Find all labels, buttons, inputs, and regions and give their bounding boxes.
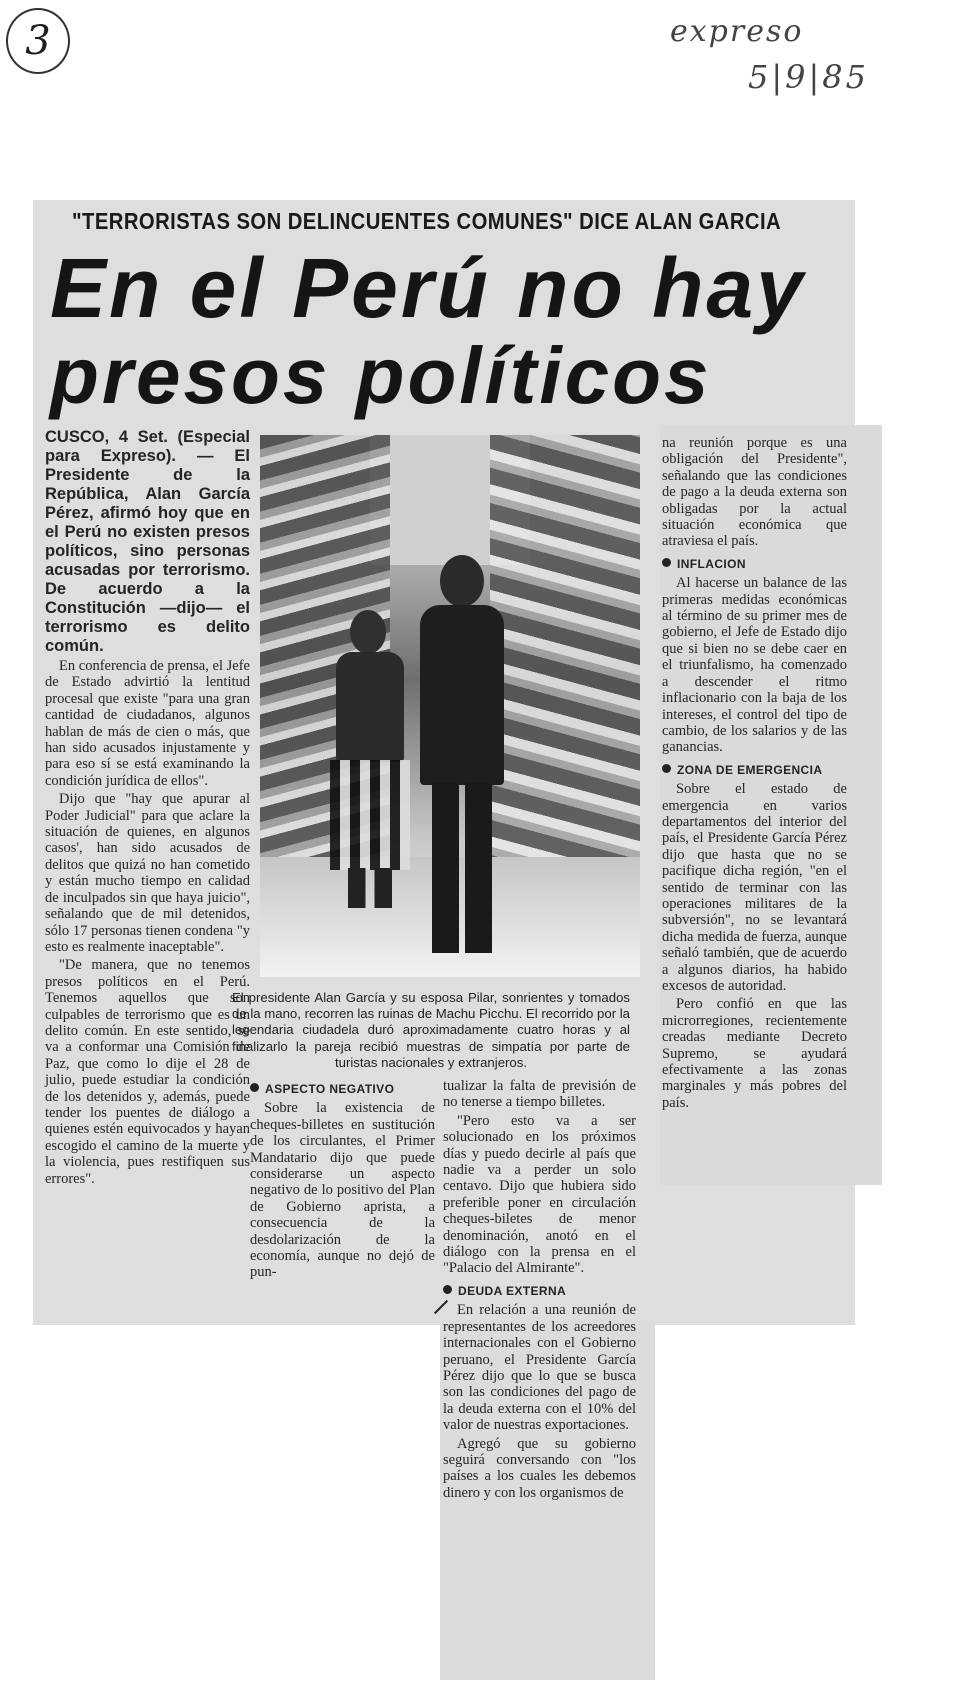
article-column-3	[443, 1078, 636, 1503]
paragraph: na reunión porque es una obligación del Presidente", señalando que las condiciones de pago a la deuda externa son obligadas por la actual situación económica que atraviesa el país.	[662, 435, 847, 550]
subheading: ZONA DE EMERGENCIA	[662, 762, 847, 778]
paragraph: Sobre el estado de emergencia en varios departamentos del interior del país, el Presidente García Pérez dijo que hasta que no se pacifique dicha región, "en el sentido de terminar con las operaciones militares de la subversión", no se levantará dicha medida de fuerza, aunque señaló también, que de acuerdo a algunos diarios, ha habido excesos de autoridad.	[662, 781, 847, 994]
paragraph: "De manera, que no tenemos presos políticos en el Perú. Tenemos aquellos que son culpables de terrorismo que es un delito común. En este sentido, se va a conformar una Comisión de Paz, que como lo dije el 28 de julio, puede estudiar la condición de los detenidos y, además, puede tender los puentes de diálogo a quienes estén equivocados y hayan escogido el camino de la muerte y la violencia, pues restifiquen sus errores".	[45, 957, 250, 1187]
paragraph: En relación a una reunión de representantes de los acreedores internacionales con el Gobierno peruano, el Presidente García Pérez dijo que lo que se busca son las condiciones del pago de la deuda externa con el 10% del valor de nuestras exportaciones.	[443, 1302, 636, 1434]
paragraph: En conferencia de prensa, el Jefe de Estado advirtió la lentitud procesal que existe "para una gran cantidad de ciudadanos, algunos hablan de más de cien o más, que han sido acusados injustamente y para eso sí se está examinando la condición jurídica de ellos".	[45, 658, 250, 789]
bullet-icon	[443, 1285, 452, 1294]
article-lead: CUSCO, 4 Set. (Especial para Expreso). — El Presidente de la República, Alan García Pérez, afirmó hoy que en el Perú no existen presos políticos, sino personas acusadas por terrorismo. De acuerdo a la Constitución —dijo— el terrorismo es delito común.	[45, 428, 250, 655]
circled-number-annotation: 3	[6, 8, 70, 74]
bullet-icon	[662, 764, 671, 773]
article-column-2	[250, 1075, 435, 1283]
paragraph: Pero confió en que las microrregiones, recientemente creadas mediante Decreto Supremo, se ayudará efectivamente a las zonas marginales y más pobres del país.	[662, 996, 847, 1111]
paragraph: "Pero esto va a ser solucionado en los próximos días y puedo decirle al país que nadie va a perder un solo centavo. Dijo que hubiera sido preferible poner en circulación cheques-biletes de menor denominación, anotó en el diálogo con la prensa en el "Palacio del Almirante".	[443, 1112, 636, 1277]
bullet-icon	[662, 558, 671, 567]
source-annotation: expreso	[670, 14, 804, 49]
paragraph: Dijo que "hay que apurar al Poder Judicial" para que aclare la situación de quienes, en algunos casos', han sido acusados de delitos que quizá no han cometido y están mucho tiempo en calidad de inculpados sin que haya juicio", señalando que de mil detenidos, sólo 17 personas tienen condena "y esto es realmente inaceptable".	[45, 791, 250, 955]
paragraph: Agregó que su gobierno seguirá conversando con "los países a los cuales les debemos dinero y con los organismos de	[443, 1435, 636, 1501]
bullet-icon	[250, 1083, 259, 1092]
paragraph: tualizar la falta de previsión de no tenerse a tiempo billetes.	[443, 1078, 636, 1111]
paragraph: Sobre la existencia de cheques-billetes en sustitución de los circulantes, el Primer Mandatario dijo que puede considerarse un aspecto negativo de lo positivo del Plan de Gobierno aprista, a consecuencia de la desdolarización de la economía, aunque no dejó de pun-	[250, 1100, 435, 1281]
article-kicker: "TERRORISTAS SON DELINCUENTES COMUNES" DICE ALAN GARCIA	[72, 208, 782, 234]
photo-caption: El presidente Alan García y su esposa Pilar, sonrientes y tomados de la mano, recorren las ruinas de Machu Picchu. El recorrido por la legendaria ciudadela duró aproximadamente cuatro horas y al finalizarlo la pareja recibió muestras de simpatía por parte de turistas nacionales y extranjeros.	[232, 990, 631, 1070]
paragraph: Al hacerse un balance de las primeras medidas económicas al término de su primer mes de gobierno, el Jefe de Estado dijo que si bien no se debe caer en el triunfalismo, ha comenzado a descender el ritmo inflacionario con la baja de los intereses, el control del tipo de cambio, de los salarios y de las ganancias.	[662, 575, 847, 756]
subheading: DEUDA EXTERNA	[443, 1283, 636, 1299]
article-column-4	[662, 435, 847, 1113]
subheading: INFLACION	[662, 556, 847, 572]
date-annotation: 5|9|85	[748, 58, 869, 96]
subheading: ASPECTO NEGATIVO	[250, 1081, 435, 1097]
headline-line-1: En el Perú no hay	[50, 241, 806, 335]
headline-line-2: presos políticos	[50, 331, 712, 420]
photo-machu-picchu	[260, 435, 640, 977]
article-column-1	[45, 428, 250, 1189]
